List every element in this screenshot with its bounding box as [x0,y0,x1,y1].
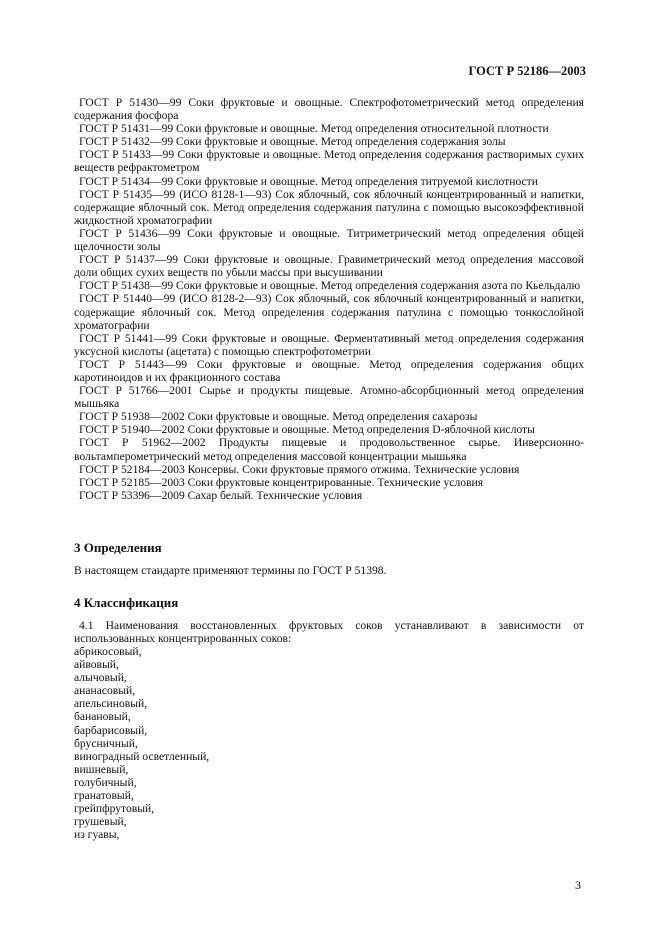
reference-item: ГОСТ Р 51441—99 Соки фруктовые и овощные. Ферментативный метод определения содержания уксусной кислоты (ацетата) с помощью спектрофотометрии [74,331,584,358]
reference-item: ГОСТ Р 51430—99 Соки фруктовые и овощные. Спектрофотометрический метод определения содержания фосфора [74,96,584,123]
reference-item: ГОСТ Р 51432—99 Соки фруктовые и овощные. Метод определения содержания золы [79,135,506,149]
section-3-heading: 3 Определения [74,540,162,555]
list-item: айвовый, [74,658,119,672]
list-item: банановый, [74,710,131,724]
reference-item: ГОСТ Р 51962—2002 Продукты пищевые и продовольственное сырье. Инверсионно-вольтамперометрический метод определения массовой концентрации мышьяка [74,436,584,463]
list-item: барбарисовый, [74,723,148,737]
reference-item: ГОСТ Р 51440—99 (ИСО 8128-2—93) Сок яблочный, сок яблочный концентрированный и напитки, содержащие яблочный сок. Метод определения содержания патулина с помощью тонкослойной хроматографии [74,292,584,332]
list-item: грейпфрутовый, [74,802,155,816]
reference-item: ГОСТ Р 51433—99 Соки фруктовые и овощные. Метод определения содержания растворимых сухих веществ рефрактометром [74,148,584,175]
reference-item: ГОСТ Р 51437—99 Соки фруктовые и овощные. Гравиметрический метод определения массовой доли общих сухих веществ по убыли массы при высушивании [74,253,584,280]
section-4-heading: 4 Классификация [74,595,179,610]
list-item: гранатовый, [74,789,134,803]
section-3-text: В настоящем стандарте применяют термины по ГОСТ Р 51398. [74,564,387,577]
list-item: грушевый, [74,815,127,829]
document-code-header: ГОСТ Р 52186—2003 [468,64,586,78]
reference-item: ГОСТ Р 51434—99 Соки фруктовые и овощные. Метод определения титруемой кислотности [79,174,538,188]
section-4-text: 4.1 Наименования восстановленных фруктовых соков устанавливают в зависимости от использованных концентрированных соков: [74,619,584,646]
list-item: ананасовый, [74,684,136,698]
reference-item: ГОСТ Р 51435—99 (ИСО 8128-1—93) Сок яблочный, сок яблочный концентрированный и напитки, содержащие яблочный сок. Метод определения содержания патулина с помощью высокоэффективной жидкостной хроматографии [74,187,584,227]
list-item: апельсиновый, [74,697,148,711]
reference-item: ГОСТ Р 53396—2009 Сахар белый. Технические условия [79,488,363,502]
reference-item: ГОСТ Р 51436—99 Соки фруктовые и овощные. Титриметрический метод определения общей щелочности золы [74,226,584,254]
reference-item: ГОСТ Р 51766—2001 Сырье и продукты пищевые. Атомно-абсорбционный метод определения мышьяка [74,384,584,411]
reference-item: ГОСТ Р 52185—2003 Соки фруктовые концентрированные. Технические условия [79,475,484,489]
list-item: из гуавы, [74,828,120,842]
list-item: вишневый, [74,762,129,776]
reference-item: ГОСТ Р 51431—99 Соки фруктовые и овощные. Метод определения относительной плотности [79,122,549,136]
list-item: виноградный осветленный, [74,749,210,763]
list-item: алычовый, [74,671,127,685]
list-item: брусничный, [74,736,138,750]
list-item: голубичный, [74,775,137,789]
reference-item: ГОСТ Р 51438—99 Соки фруктовые и овощные. Метод определения содержания азота по Кьельдалю [79,279,581,293]
juice-names-list [74,645,209,841]
page-number: 3 [575,878,581,892]
reference-item: ГОСТ Р 52184—2003 Консервы. Соки фруктовые прямого отжима. Технические условия [79,462,520,476]
normative-references [74,96,584,502]
reference-item: ГОСТ Р 51443—99 Соки фруктовые и овощные. Метод определения содержания общих каротиноидов и их фракционного состава [74,357,584,384]
reference-item: ГОСТ Р 51940—2002 Соки фруктовые и овощные. Метод определения D-яблочной кислоты [79,423,535,437]
list-item: абрикосовый, [74,645,142,658]
reference-item: ГОСТ Р 51938—2002 Соки фруктовые и овощные. Метод определения сахарозы [79,410,478,424]
